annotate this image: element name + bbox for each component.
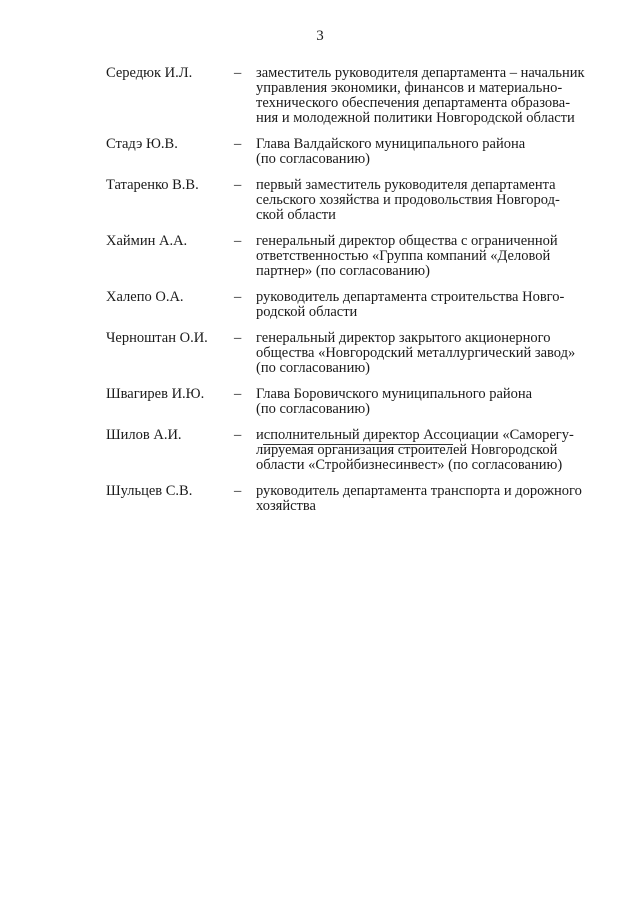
dash-separator: – (234, 289, 242, 305)
member-position: генеральный директор общества с ограниченной ответственностью «Группа компаний «Деловой партнер» (по согласованию) (256, 233, 558, 279)
member-name: Шульцев С.В. (106, 483, 193, 499)
dash-separator: – (234, 386, 242, 402)
list-item (106, 290, 606, 320)
member-position: исполнительный директор Ассоциации «Саморегу- лируемая организация строителей Новгородской области «Стройбизнесинвест» (по согласованию) (256, 427, 574, 473)
member-position: заместитель руководителя департамента – начальник управления экономики, финансов и материально- технического обеспечения департамента образова- ния и молодежной политики Новгородской области (256, 65, 585, 126)
dash-separator: – (234, 136, 242, 152)
page-number: 3 (316, 28, 324, 44)
member-name: Швагирев И.Ю. (106, 386, 205, 402)
member-name: Стадэ Ю.В. (106, 136, 178, 152)
member-position: руководитель департамента транспорта и дорожного хозяйства (256, 483, 582, 514)
closing-divider (263, 444, 453, 445)
member-name: Шилов А.И. (106, 427, 182, 443)
dash-separator: – (234, 65, 242, 81)
list-item (106, 387, 606, 417)
member-name: Черноштан О.И. (106, 330, 208, 346)
dash-separator: – (234, 177, 242, 193)
dash-separator: – (234, 427, 242, 443)
list-item (106, 331, 606, 376)
list-item (106, 137, 606, 167)
member-name: Татаренко В.В. (106, 177, 199, 193)
dash-separator: – (234, 483, 242, 499)
member-name: Хаймин А.А. (106, 233, 188, 249)
member-position: первый заместитель руководителя департамента сельского хозяйства и продовольствия Новгород- ской области (256, 177, 560, 223)
member-name: Середюк И.Л. (106, 65, 193, 81)
dash-separator: – (234, 330, 242, 346)
list-item (106, 178, 606, 223)
list-item (106, 234, 606, 279)
member-position: руководитель департамента строительства Новго- родской области (256, 289, 565, 320)
member-position: Глава Боровичского муниципального района (по согласованию) (256, 386, 533, 417)
dash-separator: – (234, 233, 242, 249)
member-position: Глава Валдайского муниципального района (по согласованию) (256, 136, 526, 167)
list-item (106, 66, 606, 126)
member-position: генеральный директор закрытого акционерного общества «Новгородский металлургический завод» (по согласованию) (256, 330, 576, 376)
member-name: Халепо О.А. (106, 289, 184, 305)
members-list (106, 66, 606, 525)
list-item (106, 484, 606, 514)
list-item (106, 428, 606, 473)
